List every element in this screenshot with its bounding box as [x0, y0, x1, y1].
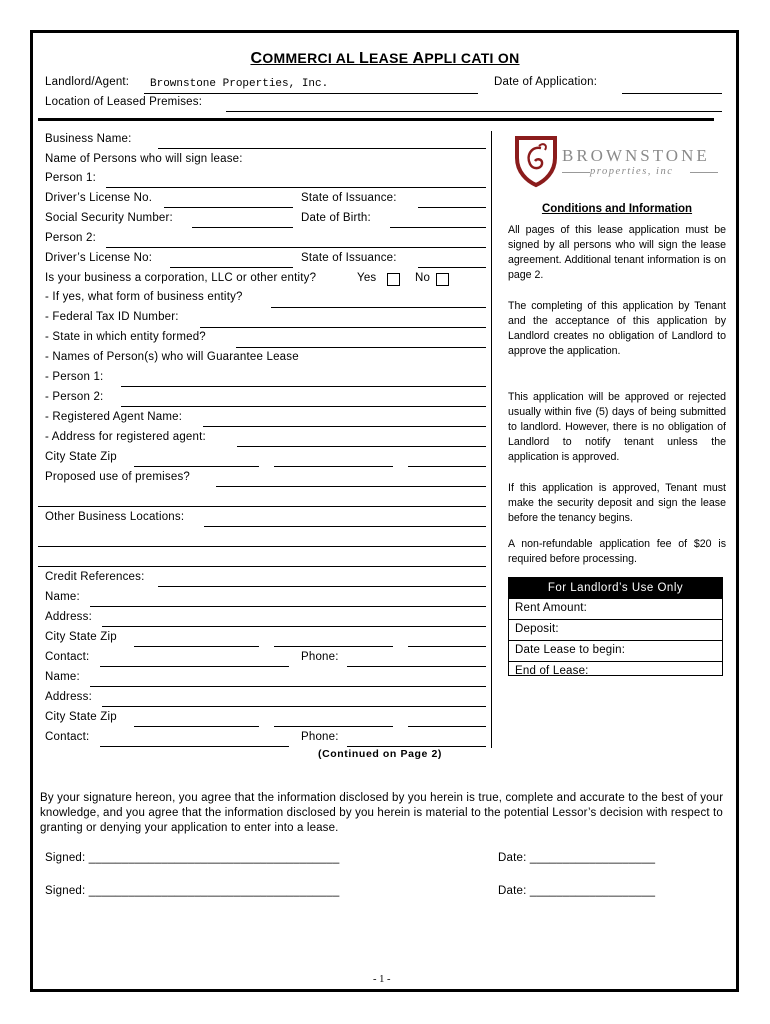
lease-end-field[interactable]: End of Lease:	[509, 661, 722, 682]
state-issuance2-label: State of Issuance:	[301, 252, 397, 264]
deposit-field[interactable]: Deposit:	[509, 619, 722, 640]
registered-address-label: - Address for registered agent:	[45, 431, 206, 443]
entity-state-label: - State in which entity formed?	[45, 331, 206, 343]
ref2-contact-label: Contact:	[45, 731, 90, 743]
entity-question: Is your business a corporation, LLC or other entity?	[45, 272, 317, 284]
landlord-use-box	[508, 577, 723, 676]
drivers-license-field[interactable]	[164, 207, 293, 208]
other-locations-field-2[interactable]	[38, 546, 486, 547]
rent-amount-field[interactable]: Rent Amount:	[509, 598, 722, 619]
conditions-paragraph-1: All pages of this lease application must be signed by all persons who will sign the lease agreement. Additional tenant information is on page 2.	[508, 224, 726, 281]
conditions-paragraph-4: If this application is approved, Tenant must make the security deposit and sign the lease before the tenancy begins.	[508, 482, 726, 524]
logo-rule-right	[690, 172, 718, 173]
landlord-field-line[interactable]	[144, 93, 478, 94]
date-line-1[interactable]: Date: ___________________	[498, 852, 656, 864]
ref1-name-field[interactable]	[90, 606, 486, 607]
registered-agent-label: - Registered Agent Name:	[45, 411, 183, 423]
guarantor1-field[interactable]	[121, 386, 486, 387]
ref1-state-field[interactable]	[274, 646, 393, 647]
person1-field[interactable]	[106, 187, 486, 188]
state-issuance-label: State of Issuance:	[301, 192, 397, 204]
landlord-label: Landlord/Agent:	[45, 76, 130, 88]
tax-id-label: - Federal Tax ID Number:	[45, 311, 179, 323]
date-of-application-field[interactable]	[622, 93, 722, 94]
header-divider	[38, 118, 714, 121]
business-name-field[interactable]	[158, 148, 486, 149]
guarantee-label: - Names of Person(s) who will Guarantee Lease	[45, 351, 299, 363]
ref1-address-label: Address:	[45, 611, 92, 623]
ssn-label: Social Security Number:	[45, 212, 173, 224]
signature-line-1[interactable]: Signed: ______________________________________	[45, 852, 340, 864]
registered-address-field[interactable]	[237, 446, 486, 447]
page-number: - 1 -	[373, 974, 391, 985]
person1-label: Person 1:	[45, 172, 97, 184]
ref1-name-label: Name:	[45, 591, 80, 603]
conditions-paragraph-5: A non-refundable application fee of $20 is required before processing.	[508, 538, 726, 565]
conditions-paragraph-3: This application will be approved or rejected usually within five (5) days of being submitted to landlord. However, there is no obligation of Landlord to notify tenant unless the application is approved.	[508, 391, 726, 463]
persons-sign-label: Name of Persons who will sign lease:	[45, 153, 243, 165]
registered-agent-field[interactable]	[203, 426, 486, 427]
ref1-phone-field[interactable]	[347, 666, 486, 667]
entity-form-field[interactable]	[271, 307, 486, 308]
business-name-label: Business Name:	[45, 133, 132, 145]
proposed-use-label: Proposed use of premises?	[45, 471, 190, 483]
ref1-city-field[interactable]	[134, 646, 259, 647]
no-label: No	[415, 272, 431, 284]
location-label: Location of Leased Premises:	[45, 96, 203, 108]
proposed-use-field[interactable]	[216, 486, 486, 487]
conditions-paragraph-2: The completing of this application by Tenant and the acceptance of this application by Landlord creates no obligation of Landlord to approve the application.	[508, 300, 726, 357]
state-field[interactable]	[274, 466, 393, 467]
person2-field[interactable]	[106, 247, 486, 248]
ref2-address-field[interactable]	[102, 706, 486, 707]
other-locations-field-3[interactable]	[38, 566, 486, 567]
ref2-address-label: Address:	[45, 691, 92, 703]
ref1-zip-field[interactable]	[408, 646, 486, 647]
state-issuance2-field[interactable]	[418, 267, 486, 268]
ref2-phone-field[interactable]	[347, 746, 486, 747]
date-line-2[interactable]: Date: ___________________	[498, 885, 656, 897]
ref2-city-field[interactable]	[134, 726, 259, 727]
column-divider	[491, 131, 492, 748]
ref2-phone-label: Phone:	[301, 731, 339, 743]
location-field[interactable]	[226, 111, 722, 112]
ref1-address-field[interactable]	[102, 626, 486, 627]
credit-references-label: Credit References:	[45, 571, 145, 583]
drivers-license-label: Driver’s License No.	[45, 192, 153, 204]
logo-name: BROWNSTONE	[562, 146, 710, 165]
no-checkbox[interactable]	[436, 273, 449, 286]
yes-checkbox[interactable]	[387, 273, 400, 286]
ref2-name-field[interactable]	[90, 686, 486, 687]
entity-form-label: - If yes, what form of business entity?	[45, 291, 243, 303]
state-issuance-field[interactable]	[418, 207, 486, 208]
ssn-field[interactable]	[192, 227, 293, 228]
ref2-zip-field[interactable]	[408, 726, 486, 727]
ref1-contact-field[interactable]	[100, 666, 289, 667]
signature-line-2[interactable]: Signed: ______________________________________	[45, 885, 340, 897]
guarantor2-label: - Person 2:	[45, 391, 104, 403]
person2-label: Person 2:	[45, 232, 97, 244]
guarantor1-label: - Person 1:	[45, 371, 104, 383]
landlord-use-heading: For Landlord’s Use Only	[509, 578, 722, 598]
ref1-contact-label: Contact:	[45, 651, 90, 663]
zip-field[interactable]	[408, 466, 486, 467]
continued-note: (Continued on Page 2)	[318, 748, 443, 760]
city-field[interactable]	[134, 466, 259, 467]
ref1-city-state-zip-label: City State Zip	[45, 631, 117, 643]
logo-rule-left	[562, 172, 590, 173]
proposed-use-field-2[interactable]	[38, 506, 486, 507]
page-title: COMMERCI AL LEASE APPLI CATI ON	[250, 50, 520, 67]
ref2-city-state-zip-label: City State Zip	[45, 711, 117, 723]
landlord-value: Brownstone Properties, Inc.	[150, 78, 329, 90]
drivers-license2-label: Driver’s License No:	[45, 252, 153, 264]
ref2-state-field[interactable]	[274, 726, 393, 727]
ref2-contact-field[interactable]	[100, 746, 289, 747]
ref2-name-label: Name:	[45, 671, 80, 683]
other-locations-field[interactable]	[204, 526, 486, 527]
agreement-text: By your signature hereon, you agree that the information disclosed by you herein is true, complete and accurate to the best of your knowledge, and you agree that the information disclosed by you herein is material to the potential Lessor’s decision with respect to granting or denying your application to enter into a lease.	[40, 792, 724, 834]
entity-state-field[interactable]	[236, 347, 486, 348]
ref1-phone-label: Phone:	[301, 651, 339, 663]
yes-label: Yes	[357, 272, 377, 284]
dob-label: Date of Birth:	[301, 212, 371, 224]
logo-subtitle: properties, inc	[590, 166, 674, 177]
city-state-zip-label: City State Zip	[45, 451, 117, 463]
date-of-application-label: Date of Application:	[494, 76, 598, 88]
tax-id-field[interactable]	[200, 327, 486, 328]
lease-begin-field[interactable]: Date Lease to begin:	[509, 640, 722, 661]
credit-references-field[interactable]	[158, 586, 486, 587]
other-locations-label: Other Business Locations:	[45, 511, 185, 523]
conditions-heading: Conditions and Information	[541, 203, 693, 215]
drivers-license2-field[interactable]	[170, 267, 293, 268]
dob-field[interactable]	[390, 227, 486, 228]
guarantor2-field[interactable]	[121, 406, 486, 407]
brownstone-shield-logo	[513, 134, 559, 188]
